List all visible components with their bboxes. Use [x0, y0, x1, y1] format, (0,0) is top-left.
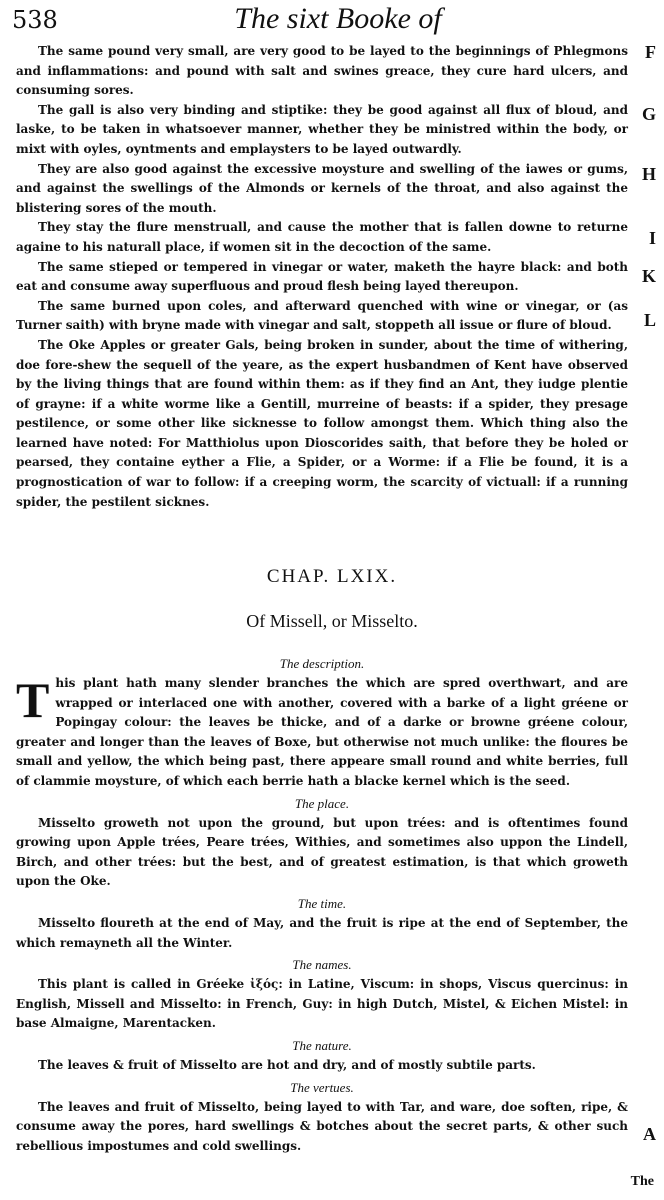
section-heading-vertues: The vertues.: [290, 1079, 354, 1095]
paragraph: The same pound very small, are very good to be layed to the beginnings of Phlegmons and inflammations: and pound with salt and swines greace, they cure hard ulcers, and consuming sores.: [16, 44, 628, 98]
vertues-paragraph: The leaves and fruit of Misselto, being layed to with Tar, and ware, doe soften, ripe, & consume away the pores, hard swellings & botches about the secret parts, & other such rebellious impostumes and cold swellings.: [16, 1099, 628, 1153]
section-heading-time: The time.: [297, 895, 347, 911]
margin-letter: G: [641, 104, 656, 124]
margin-letter: A: [643, 1124, 656, 1144]
paragraph: The Oke Apples or greater Gals, being broken in sunder, about the time of withering, doe fore-shew the sequell of the yeare, as the expert husbandmen of Kent have observed by the living things that are found within them: as if they find an Ant, they iudge plentie of grayne: if a white worme like a Gentill, murreine of beasts: if a spider, they presage pestilence, or some other like sicknesse to follow amongst them. Which thing also the learned have noted: For Matthiolus upon Dioscorides saith, that before they be holed or pearsed, they containe eyther a Flie, a Spider, or a Worme: if a Flie be found, it is a prognostication of war to follow: if a creeping worm, the scarcity of victuall: if a running spider, the pestilent sicknes.: [16, 337, 628, 509]
paragraph: They are also good against the excessive moysture and swelling of the iawes or gums, and against the swellings of the Almonds or kernels of the throat, and also against the blistering sores of the mouth.: [16, 161, 628, 215]
upper-text-block: [16, 42, 628, 512]
page-number: 538: [12, 6, 58, 34]
margin-letter: I: [648, 228, 656, 248]
description-paragraph: [16, 674, 628, 792]
paragraph: They stay the flure menstruall, and cause the mother that is fallen downe to returne againe to his naturall place, if women sit in the decoction of the same.: [16, 220, 628, 254]
chapter-title: CHAP. LXIX.: [266, 566, 398, 587]
margin-letter: H: [641, 164, 656, 184]
description-text: his plant hath many slender branches the which are spred overthwart, and are wrapped or interlaced one with another, covered with a barke of a light gréene or Popingay colour: the leaves be thicke, and of a darke or browne gréene colour, greater and longer than the leaves of Boxe, but otherwise not much unlike: the floures be small and yellow, the which being past, there appeare small round and white berries, full of clammie moysture, of which each berrie hath a blacke kernel which is the seed.: [16, 676, 628, 788]
running-title: The sixt Booke of: [234, 2, 442, 35]
chapter-body: [16, 652, 628, 1156]
section-heading-place: The place.: [294, 795, 350, 811]
chapter-subtitle: Of Missell, or Misselto.: [246, 611, 418, 631]
paragraph: The same stieped or tempered in vinegar or water, maketh the hayre black: and both eat and consume away superfluous and proud flesh being layed thereupon.: [16, 259, 628, 294]
section-heading-names: The names.: [292, 957, 352, 973]
catchword: The: [630, 1174, 654, 1189]
drop-cap: T: [16, 672, 50, 728]
names-paragraph: This plant is called in Gréeke ἰξός: in Latine, Viscum: in shops, Viscus quercinus: in English, Missell and Misselto: in French, Guy: in high Dutch, Mistel, & Eichen Mistel: in base Almaigne, Marentacken.: [16, 977, 628, 1031]
section-heading-description: The description.: [279, 656, 365, 671]
nature-paragraph: The leaves & fruit of Misselto are hot and dry, and of mostly subtile parts.: [38, 1057, 536, 1072]
place-paragraph: Misselto groweth not upon the ground, but upon trées: and is oftentimes found growing upon Apple trées, Peare trées, Withies, and sometimes also uppon the Lindell, Birch, and other trées: but the best, and of greatest estimation, is that which groweth upon the Oke.: [16, 815, 628, 889]
margin-letter: L: [643, 310, 656, 330]
paragraph: The gall is also very binding and stiptike: they be good against all flux of bloud, and laske, to be taken in whatsoever manner, whether they be ministred within the body, or mixt with oyles, oyntments and emplaysters to be layed outwardly.: [16, 102, 628, 156]
page-header: [12, 0, 664, 40]
paragraph: The same burned upon coles, and afterward quenched with wine or vinegar, or (as Turner saith) with bryne made with vinegar and salt, stoppeth all issue or flure of bloud.: [16, 298, 628, 333]
margin-letter: K: [641, 266, 656, 286]
section-heading-nature: The nature.: [292, 1037, 352, 1053]
time-paragraph: Misselto floureth at the end of May, and the fruit is ripe at the end of September, the which remayneth all the Winter.: [16, 915, 628, 950]
margin-letter: F: [645, 42, 656, 62]
